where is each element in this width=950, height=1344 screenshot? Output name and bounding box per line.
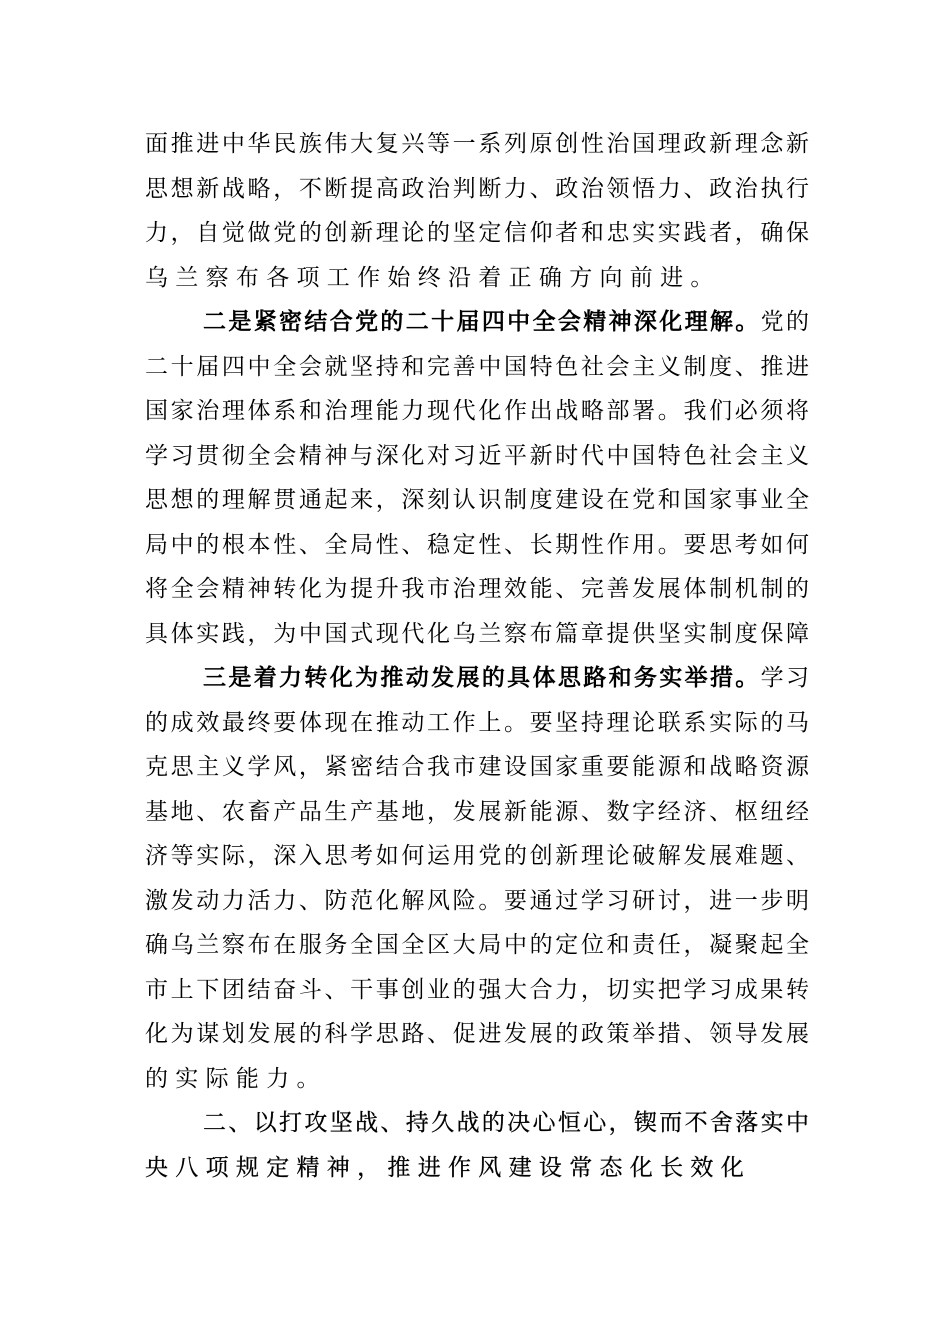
text-line: 的成效最终要体现在推动工作上。要坚持理论联系实际的马 (145, 709, 809, 736)
text-line: 市上下团结奋斗、干事创业的强大合力，切实把学习成果转 (145, 976, 809, 1003)
bold-lead-sentence: 三是着力转化为推动发展的具体思路和务实举措。 (203, 665, 761, 691)
bold-lead-sentence: 二是紧密结合党的二十届四中全会精神深化理解。 (203, 309, 761, 335)
lead-rest: 学习 (760, 665, 810, 691)
paragraph-third-point (145, 656, 809, 1101)
text-line: 将全会精神转化为提升我市治理效能、完善发展体制机制的 (145, 576, 809, 602)
text-line: 学习贯彻全会精神与深化对习近平新时代中国特色社会主义 (145, 442, 809, 469)
text-line: 激发动力活力、防范化解风险。要通过学习研讨，进一步明 (145, 887, 809, 914)
text-line: 具体实践，为中国式现代化乌兰察布篇章提供坚实制度保障 (145, 620, 809, 647)
paragraph-continuation (145, 122, 809, 300)
section-heading (145, 1101, 809, 1190)
text-line: 局中的根本性、全局性、稳定性、长期性作用。要思考如何 (145, 531, 809, 558)
text-line: 国家治理体系和治理能力现代化作出战略部署。我们必须将 (145, 398, 809, 424)
text-line: 乌兰察布各项工作始终沿着正确方向前进。 (145, 264, 721, 291)
paragraph-second-point (145, 300, 809, 656)
lead-rest: 党的 (760, 309, 810, 335)
text-line: 二十届四中全会就坚持和完善中国特色社会主义制度、推进 (145, 353, 809, 380)
text-line: 济等实际，深入思考如何运用党的创新理论破解发展难题、 (145, 843, 809, 869)
text-line: 克思主义学风，紧密结合我市建设国家重要能源和战略资源 (145, 754, 809, 780)
document-page (145, 122, 809, 1190)
heading-line: 二、以打攻坚战、持久战的决心恒心，锲而不舍落实中 (203, 1110, 809, 1136)
text-line-lead (145, 300, 809, 345)
text-line: 力，自觉做党的创新理论的坚定信仰者和忠实实践者，确保 (145, 220, 809, 246)
text-line: 思想新战略，不断提高政治判断力、政治领悟力、政治执行 (145, 175, 809, 202)
text-line: 确乌兰察布在服务全国全区大局中的定位和责任，凝聚起全 (145, 932, 809, 958)
text-line: 化为谋划发展的科学思路、促进发展的政策举措、领导发展 (145, 1021, 809, 1047)
text-line: 的实际能力。 (145, 1065, 327, 1092)
text-line-lead (145, 656, 809, 701)
text-line: 思想的理解贯通起来，深刻认识制度建设在党和国家事业全 (145, 487, 809, 513)
heading-line: 央八项规定精神，推进作风建设常态化长效化 (145, 1154, 751, 1181)
text-line: 基地、农畜产品生产基地，发展新能源、数字经济、枢纽经 (145, 798, 809, 825)
text-line: 面推进中华民族伟大复兴等一系列原创性治国理政新理念新 (145, 131, 809, 157)
